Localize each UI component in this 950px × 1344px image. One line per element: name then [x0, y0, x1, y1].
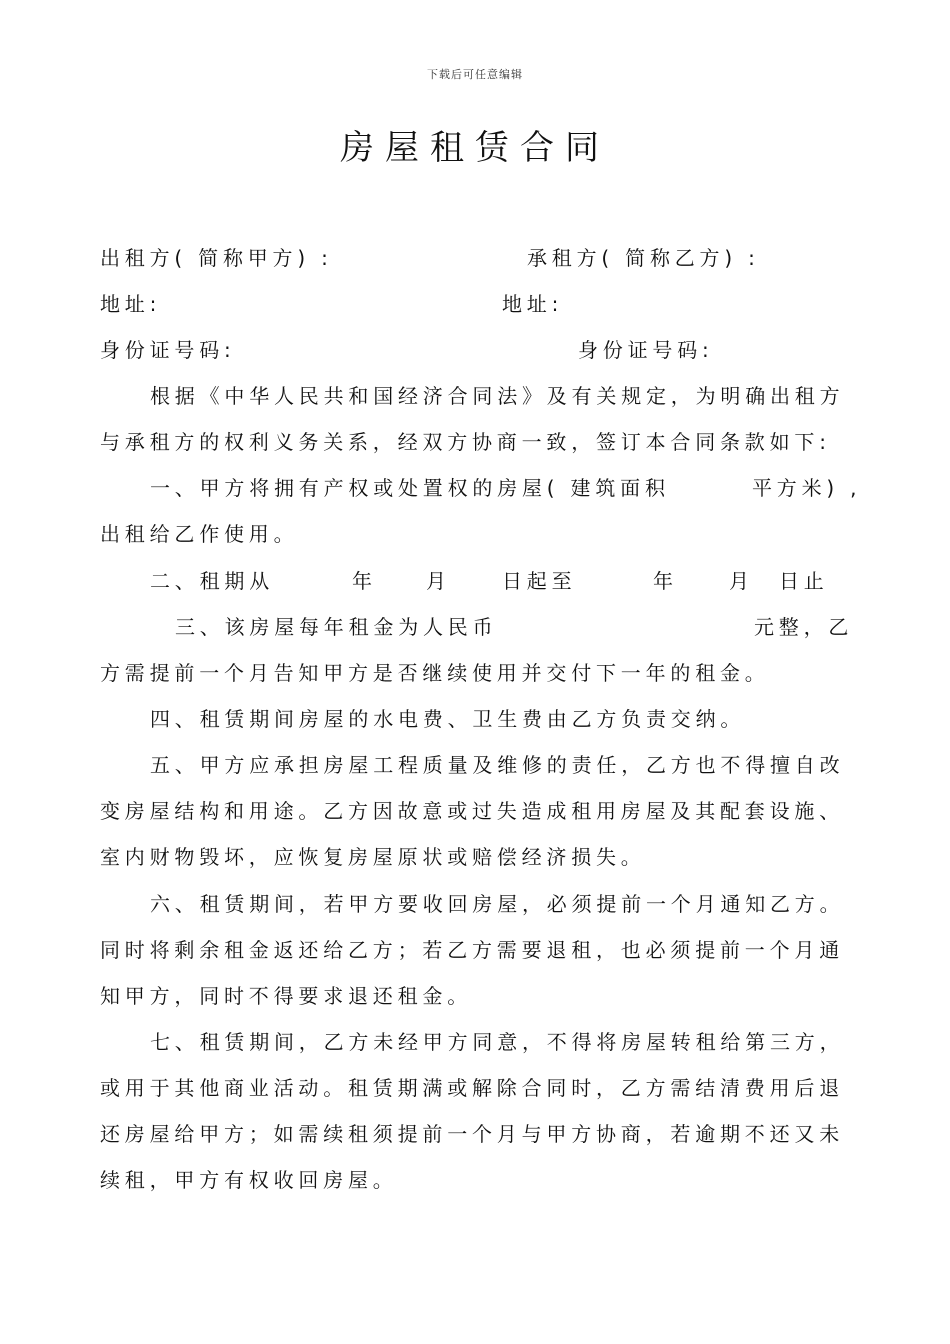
clause-7-line-4: 续租，甲方有权收回房屋。: [100, 1168, 398, 1192]
clause-5-line-3: 室内财物毁坏，应恢复房屋原状或赔偿经济损失。: [100, 845, 646, 869]
clause-2-day-1: 日起至: [502, 569, 577, 593]
clause-1-line-2: 出租给乙作使用。: [100, 522, 299, 546]
clause-3-line-2: 方需提前一个月告知甲方是否继续使用并交付下一年的租金。: [100, 661, 770, 685]
lessee-address: 地址:: [502, 292, 564, 316]
clause-2-prefix: 二、租期从: [150, 569, 274, 593]
clause-6-line-3: 知甲方，同时不得要求退还租金。: [100, 984, 472, 1008]
clause-5-line-1: 五、甲方应承担房屋工程质量及维修的责任，乙方也不得擅自改: [150, 753, 845, 777]
lessor-id: 身份证号码:: [100, 338, 236, 362]
clause-5-line-2: 变房屋结构和用途。乙方因故意或过失造成租用房屋及其配套设施、: [100, 799, 844, 823]
clause-7-line-1: 七、租赁期间，乙方未经甲方同意，不得将房屋转租给第三方，: [150, 1030, 845, 1054]
clause-7-line-3: 还房屋给甲方；如需续租须提前一个月与甲方协商，若逾期不还又未: [100, 1122, 844, 1146]
clause-7-line-2: 或用于其他商业活动。租赁期满或解除合同时，乙方需结清费用后退: [100, 1076, 844, 1100]
lessee-label: 承租方( 简称乙方) :: [527, 246, 760, 270]
clause-2-day-2: 日止: [779, 569, 829, 593]
preamble-line-1: 根据《中华人民共和国经济合同法》及有关规定，为明确出租方: [150, 384, 845, 408]
page-header: 下载后可任意编辑: [427, 68, 523, 81]
lessor-address: 地址:: [100, 292, 162, 316]
clause-3-part-a: 三、该房屋每年租金为人民币: [175, 615, 498, 639]
clause-1-part-b: 平方米) ,: [752, 476, 862, 500]
clause-2-month-2: 月: [729, 569, 754, 593]
clause-6-line-2: 同时将剩余租金返还给乙方；若乙方需要退租，也必须提前一个月通: [100, 938, 844, 962]
clause-2-year-1: 年: [352, 569, 377, 593]
clause-3-part-b: 元整，乙: [754, 615, 854, 639]
clause-2-month-1: 月: [426, 569, 451, 593]
clause-1-part-a: 一、甲方将拥有产权或处置权的房屋( 建筑面积: [150, 476, 670, 500]
clause-2-year-2: 年: [653, 569, 678, 593]
contract-title: 房屋租赁合同: [340, 128, 610, 168]
clause-4: 四、租赁期间房屋的水电费、卫生费由乙方负责交纳。: [150, 707, 746, 731]
lessee-id: 身份证号码:: [578, 338, 714, 362]
preamble-line-2: 与承租方的权利义务关系，经双方协商一致，签订本合同条款如下:: [100, 430, 831, 454]
lessor-label: 出租方( 简称甲方) :: [100, 246, 333, 270]
clause-6-line-1: 六、租赁期间，若甲方要收回房屋，必须提前一个月通知乙方。: [150, 892, 845, 916]
